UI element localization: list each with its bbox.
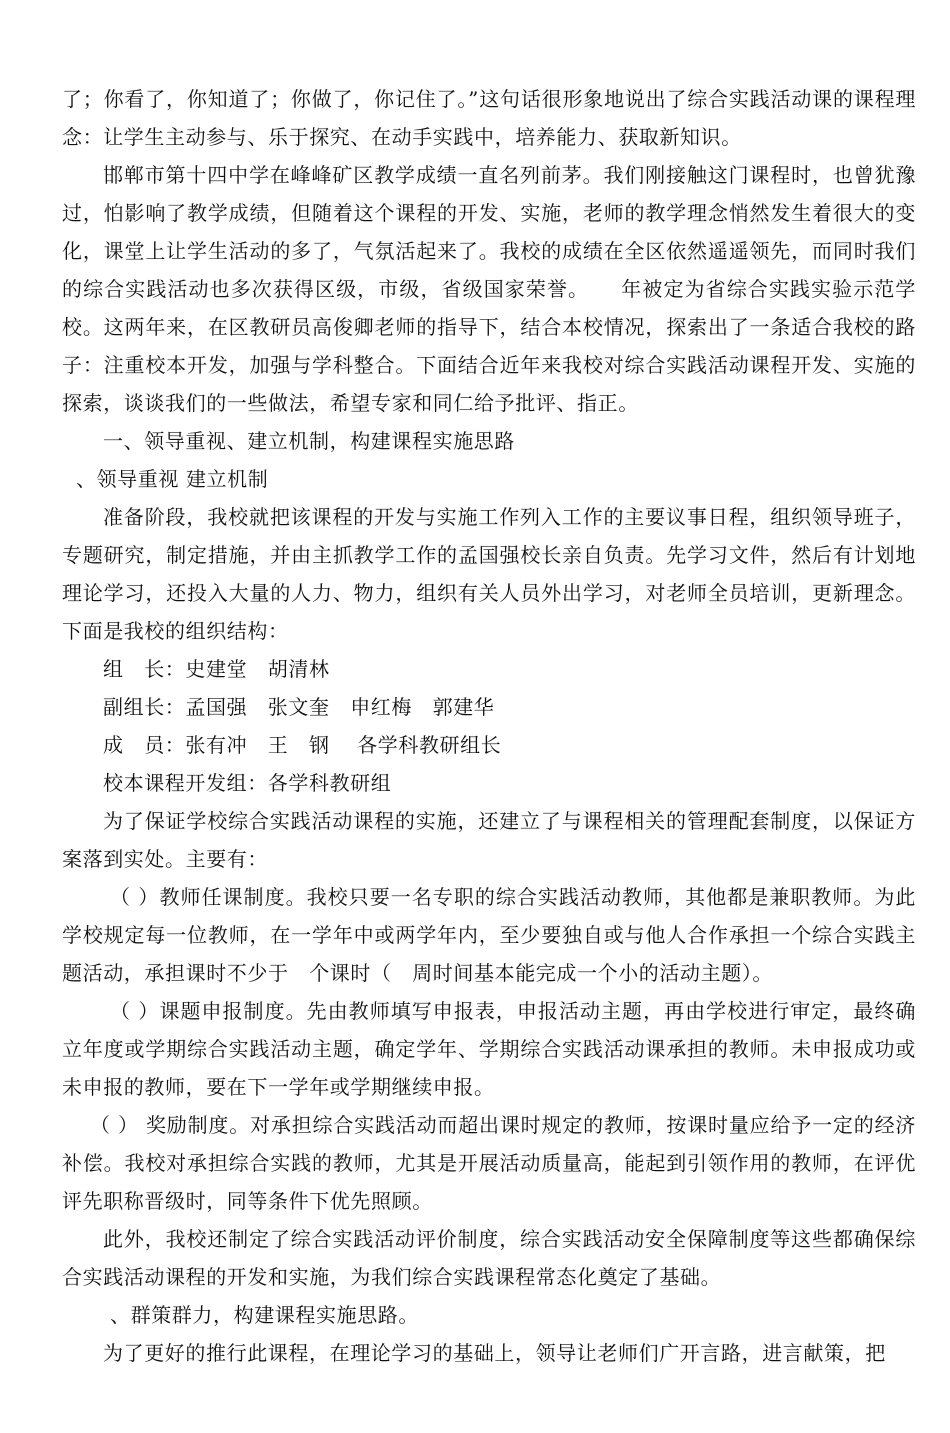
org-members-line: 成 员：张有冲 王 钢 各学科教研组长 (103, 733, 502, 757)
subsection-heading-1: 、领导重视 建立机制 (76, 467, 269, 491)
org-curriculum-group-line: 校本课程开发组：各学科教研组 (103, 771, 392, 795)
paragraph-preparation: 准备阶段，我校就把该课程的开发与实施工作列入工作的主要议事日程，组织领导班子，专题研究，制定措施，并由主抓教学工作的孟国强校长亲自负责。先学习文件，然后有计划地理论学习，还投入大量的人力、物力，组织有关人员外出学习，对老师全员培训，更新理念。下面是我校的组织结构： (62, 505, 916, 643)
document-body (62, 80, 916, 1372)
paragraph-other-systems: 此外，我校还制定了综合实践活动评价制度，综合实践活动安全保障制度等这些都确保综合实践活动课程的开发和实施，为我们综合实践课程常态化奠定了基础。 (62, 1227, 916, 1289)
rule-topic-application: （ ）课题申报制度。先由教师填写申报表，申报活动主题，再由学校进行审定，最终确立年度或学期综合实践活动主题，确定学年、学期综合实践活动课承担的教师。未申报成功或未申报的教师，要在下一学年或学期继续申报。 (62, 999, 916, 1099)
org-deputy-line: 副组长：孟国强 张文奎 申红梅 郭建华 (103, 695, 495, 719)
subsection-heading-2: 、群策群力，构建课程实施思路。 (110, 1303, 419, 1327)
org-leader-line: 组 长：史建堂 胡清林 (103, 657, 330, 681)
paragraph-school-overview: 邯郸市第十四中学在峰峰矿区教学成绩一直名列前茅。我们刚接触这门课程时，也曾犹豫过，怕影响了教学成绩，但随着这个课程的开发、实施，老师的教学理念悄然发生着很大的变化，课堂上让学生活动的多了，气氛活起来了。我校的成绩在全区依然遥遥领先，而同时我们的综合实践活动也多次获得区级，市级，省级国家荣誉。 年被定为省综合实践实验示范学校。这两年来，在区教研员高俊卿老师的指导下，结合本校情况，探索出了一条适合我校的路子：注重校本开发，加强与学科整合。下面结合近年来我校对综合实践活动课程开发、实施的探索，谈谈我们的一些做法，希望专家和同仁给予批评、指正。 (62, 163, 916, 415)
paragraph-management-system: 为了保证学校综合实践活动课程的实施，还建立了与课程相关的管理配套制度，以保证方案落到实处。主要有： (62, 809, 916, 871)
section-heading-1: 一、领导重视、建立机制，构建课程实施思路 (103, 429, 515, 453)
paragraph-intro-continuation: 了；你看了，你知道了；你做了，你记住了。”这句话很形象地说出了综合实践活动课的课程理念：让学生主动参与、乐于探究、在动手实践中，培养能力、获取新知识。 (62, 87, 916, 149)
rule-teaching-assignment: （ ）教师任课制度。我校只要一名专职的综合实践活动教师，其他都是兼职教师。为此学校规定每一位教师，在一学年中或两学年内，至少要独自或与他人合作承担一个综合实践主题活动，承担课时不少于 个课时（ 周时间基本能完成一个小的活动主题）。 (62, 885, 916, 985)
paragraph-collective-ideas: 为了更好的推行此课程，在理论学习的基础上，领导让老师们广开言路，进言献策，把 (103, 1341, 886, 1365)
rule-reward: （ ） 奖励制度。对承担综合实践活动而超出课时规定的教师，按课时量应给予一定的经济补偿。我校对承担综合实践的教师，尤其是开展活动质量高，能起到引领作用的教师，在评优评先职称晋级时，同等条件下优先照顾。 (62, 1113, 916, 1213)
